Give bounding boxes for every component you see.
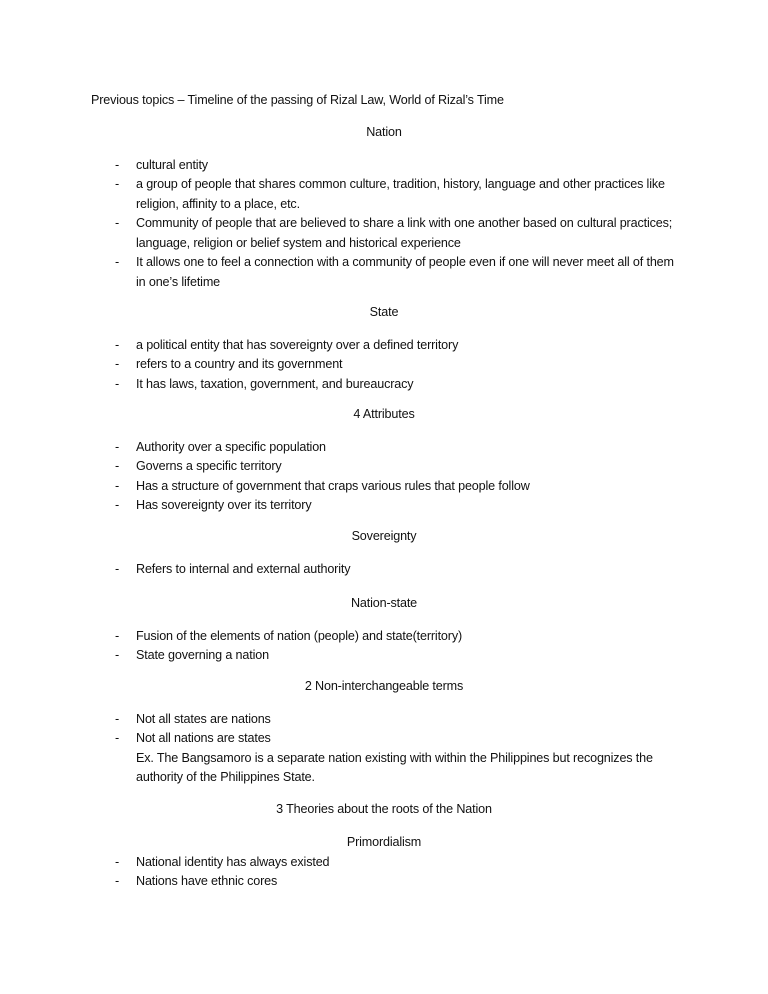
bullet-list bbox=[91, 627, 677, 666]
intro-line: Previous topics – Timeline of the passing of Rizal Law, World of Rizal’s Time bbox=[91, 93, 504, 107]
section-4-attributes bbox=[91, 405, 677, 516]
section-nation bbox=[91, 123, 677, 292]
dash-bullet-icon: - bbox=[115, 498, 120, 512]
dash-bullet-icon: - bbox=[115, 854, 120, 869]
dash-bullet-icon: - bbox=[115, 874, 120, 888]
bullet-list bbox=[91, 336, 677, 395]
dash-bullet-icon: - bbox=[115, 561, 120, 576]
section-heading: Nation bbox=[366, 125, 402, 139]
list-item: - Refers to internal and external authority bbox=[91, 560, 677, 580]
list-item: - Governs a specific territory bbox=[91, 457, 677, 477]
list-item: - Has a structure of government that craps various rules that people follow bbox=[91, 477, 677, 497]
section-heading: 2 Non-interchangeable terms bbox=[304, 679, 464, 693]
section-primordialism bbox=[91, 833, 677, 892]
list-item: - Community of people that are believed to share a link with one another based on cultural practices; language, religion or belief system and historical experience bbox=[115, 216, 673, 250]
dash-bullet-icon: - bbox=[115, 216, 120, 230]
list-item: - refers to a country and its government bbox=[91, 355, 677, 375]
section-state bbox=[91, 303, 677, 394]
section-non-interchangeable-terms bbox=[91, 677, 677, 788]
bullet-list bbox=[91, 853, 677, 892]
section-nation-state bbox=[91, 594, 677, 666]
bullet-list bbox=[91, 560, 677, 580]
section-sovereignty bbox=[91, 527, 677, 579]
dash-bullet-icon: - bbox=[115, 628, 120, 643]
list-item: - a political entity that has sovereignty over a defined territory bbox=[91, 336, 677, 356]
dash-bullet-icon: - bbox=[115, 337, 120, 352]
list-item: - Not all states are nations bbox=[91, 710, 677, 730]
section-heading: 3 Theories about the roots of the Nation bbox=[276, 802, 492, 816]
list-item: - Not all nations are states bbox=[91, 729, 677, 749]
section-theories bbox=[91, 800, 677, 820]
list-item: - Authority over a specific population bbox=[91, 438, 677, 458]
dash-bullet-icon: - bbox=[115, 711, 120, 726]
list-item: - a group of people that shares common culture, tradition, history, language and other practices like religion, affinity to a place, etc. bbox=[115, 177, 665, 211]
example-note: Ex. The Bangsamoro is a separate nation existing with within the Philippines but recognizes the authority of the Philippines State. bbox=[136, 750, 653, 784]
dash-bullet-icon: - bbox=[115, 459, 120, 473]
dash-bullet-icon: - bbox=[115, 255, 120, 269]
list-item: - It has laws, taxation, government, and bureaucracy bbox=[91, 375, 677, 395]
dash-bullet-icon: - bbox=[115, 648, 120, 662]
list-item: - Fusion of the elements of nation (people) and state(territory) bbox=[91, 627, 677, 647]
dash-bullet-icon: - bbox=[115, 157, 120, 172]
dash-bullet-icon: - bbox=[115, 731, 120, 745]
dash-bullet-icon: - bbox=[115, 376, 120, 391]
section-heading: 4 Attributes bbox=[353, 407, 415, 421]
list-item: - State governing a nation bbox=[91, 646, 677, 666]
bullet-list bbox=[91, 710, 677, 749]
dash-bullet-icon: - bbox=[115, 439, 120, 454]
list-item: - It allows one to feel a connection with a community of people even if one will never meet all of them in one’s lifetime bbox=[115, 255, 674, 289]
section-heading: Nation-state bbox=[350, 596, 418, 610]
dash-bullet-icon: - bbox=[115, 357, 120, 371]
dash-bullet-icon: - bbox=[115, 478, 120, 493]
section-heading: Primordialism bbox=[346, 835, 422, 849]
list-item: - Has sovereignty over its territory bbox=[91, 496, 677, 516]
section-heading: Sovereignty bbox=[351, 529, 417, 543]
list-item: - National identity has always existed bbox=[91, 853, 677, 873]
bullet-list bbox=[91, 438, 677, 516]
section-heading: State bbox=[369, 305, 399, 319]
list-item: - Nations have ethnic cores bbox=[91, 872, 677, 892]
list-item: - cultural entity bbox=[91, 156, 677, 176]
dash-bullet-icon: - bbox=[115, 177, 120, 191]
bullet-list bbox=[91, 156, 677, 293]
